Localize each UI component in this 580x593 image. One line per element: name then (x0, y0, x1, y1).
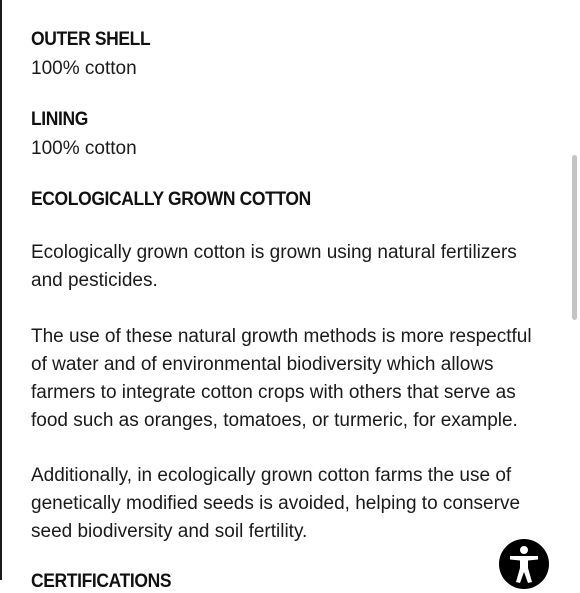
accessibility-person-icon (507, 545, 541, 583)
outer-shell-heading: OUTER SHELL (31, 29, 151, 50)
accessibility-button[interactable] (499, 539, 549, 589)
scrollbar-thumb[interactable] (572, 155, 577, 320)
eco-paragraph-3: Additionally, in ecologically grown cotton farms the use of genetically modified seeds is avoided, helping to conserve seed biodiversity and soil fertility. (31, 465, 521, 542)
lining-value: 100% cotton (31, 138, 137, 159)
certifications-heading: CERTIFICATIONS (31, 571, 172, 592)
lining-heading: LINING (31, 109, 89, 130)
eco-paragraph-1: Ecologically grown cotton is grown using natural fertilizers and pesticides. (31, 242, 517, 291)
eco-cotton-heading: ECOLOGICALLY GROWN COTTON (31, 189, 311, 210)
left-border (0, 0, 2, 580)
eco-paragraph-2: The use of these natural growth methods is more respectful of water and of environmental biodiversity which allows farmers to integrate cotton crops with others that serve as food such as oranges, tomatoes, or turmeric, for example. (31, 326, 532, 431)
outer-shell-value: 100% cotton (31, 58, 137, 79)
